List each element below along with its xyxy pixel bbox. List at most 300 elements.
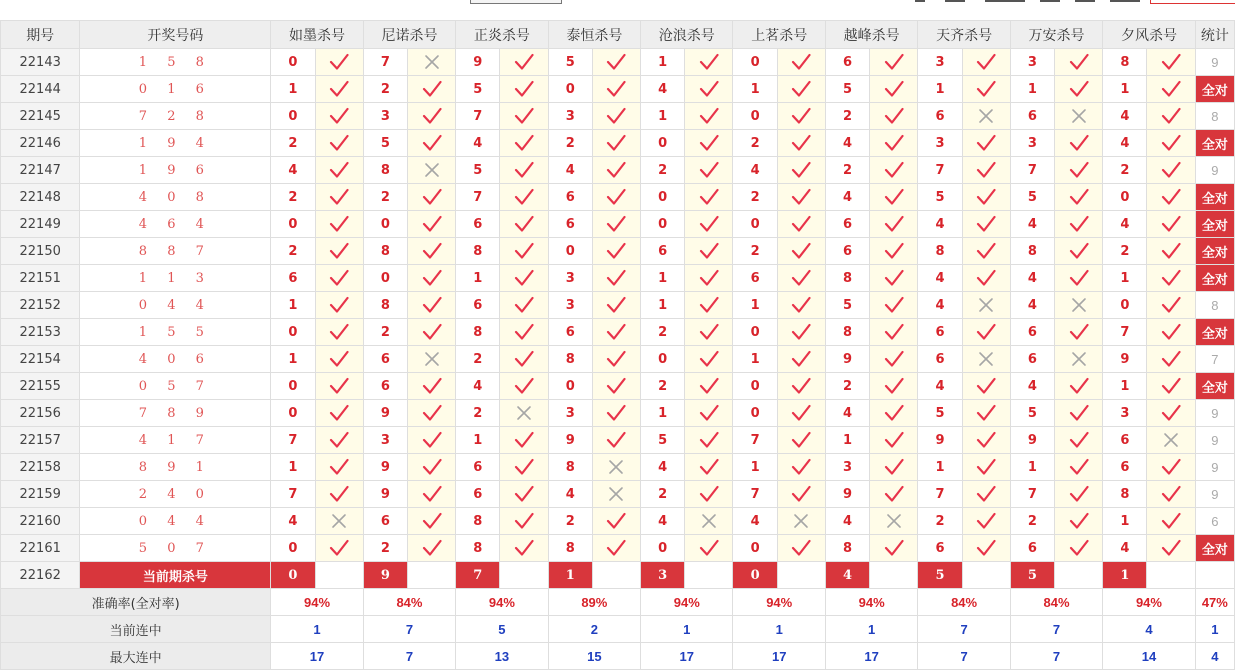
kill-number-cell: 4 [733, 157, 777, 184]
hit-check-icon [315, 319, 363, 346]
hit-check-icon [500, 508, 548, 535]
all-correct-badge: 全对 [1195, 265, 1234, 292]
max-streak-row-value: 13 [456, 643, 548, 670]
hit-check-icon [962, 76, 1010, 103]
hit-check-icon [1055, 265, 1103, 292]
issue-cell: 22156 [1, 400, 80, 427]
kill-number-cell: 9 [363, 454, 407, 481]
query-button[interactable] [1150, 0, 1235, 4]
hit-check-icon [870, 211, 918, 238]
kill-number-cell: 0 [1103, 292, 1147, 319]
hit-check-icon [870, 481, 918, 508]
hit-check-icon [592, 508, 640, 535]
hit-check-icon [685, 157, 733, 184]
issue-cell: 22161 [1, 535, 80, 562]
miss-cross-icon [870, 508, 918, 535]
kill-number-cell: 5 [918, 400, 962, 427]
kill-number-cell: 3 [1010, 49, 1054, 76]
kill-number-cell: 1 [1103, 508, 1147, 535]
kill-number-cell: 5 [825, 292, 869, 319]
issue-cell: 22145 [1, 103, 80, 130]
hit-check-icon [870, 373, 918, 400]
kill-number-cell: 7 [1010, 481, 1054, 508]
hit-check-icon [777, 130, 825, 157]
current-streak-row-total: 1 [1195, 616, 1234, 643]
current-streak-row [1, 616, 1235, 643]
all-correct-badge: 全对 [1195, 76, 1234, 103]
hit-check-icon [870, 427, 918, 454]
hit-check-icon [1055, 238, 1103, 265]
kill-number-cell: 1 [271, 292, 315, 319]
kill-number-cell: 0 [641, 535, 685, 562]
hit-check-icon [870, 184, 918, 211]
header-draw-numbers: 开奖号码 [80, 21, 271, 49]
kill-number-cell: 7 [733, 427, 777, 454]
kill-number-cell: 7 [918, 481, 962, 508]
kill-number-cell: 9 [918, 427, 962, 454]
hit-check-icon [1055, 508, 1103, 535]
kill-number-cell: 6 [1010, 319, 1054, 346]
header-stat: 统计 [1195, 21, 1234, 49]
max-streak-row-value: 14 [1103, 643, 1195, 670]
hit-check-icon [962, 157, 1010, 184]
hit-check-icon [592, 76, 640, 103]
kill-number-cell: 1 [733, 454, 777, 481]
current-issue-cell: 22162 [1, 562, 80, 589]
kill-number-cell: 1 [641, 292, 685, 319]
current-streak-row-value: 1 [825, 616, 917, 643]
kill-number-cell: 2 [641, 481, 685, 508]
toolbar-fragment [915, 0, 925, 2]
kill-number-cell: 1 [641, 103, 685, 130]
kill-number-cell: 6 [1010, 346, 1054, 373]
accuracy-row-value: 94% [733, 589, 825, 616]
current-period-row [1, 562, 1235, 589]
draw-numbers-cell: 0 4 4 [80, 292, 271, 319]
kill-number-cell: 9 [1010, 427, 1054, 454]
kill-number-cell: 6 [271, 265, 315, 292]
hit-check-icon [777, 103, 825, 130]
table-row [1, 103, 1235, 130]
hit-check-icon [592, 319, 640, 346]
accuracy-row-value: 84% [1010, 589, 1102, 616]
kill-number-cell: 7 [1103, 319, 1147, 346]
kill-number-cell: 8 [1010, 238, 1054, 265]
hit-check-icon [315, 481, 363, 508]
kill-number-cell: 9 [825, 346, 869, 373]
hit-check-icon [1147, 211, 1195, 238]
hit-count-cell: 7 [1195, 346, 1234, 373]
hit-check-icon [962, 427, 1010, 454]
issue-cell: 22154 [1, 346, 80, 373]
issue-cell: 22155 [1, 373, 80, 400]
kill-number-cell: 8 [363, 238, 407, 265]
kill-number-cell: 4 [641, 508, 685, 535]
current-kill-number: 0 [733, 562, 777, 589]
kill-number-cell: 6 [641, 238, 685, 265]
kill-number-cell: 8 [548, 454, 592, 481]
kill-number-cell: 2 [548, 130, 592, 157]
hit-check-icon [407, 400, 455, 427]
hit-check-icon [870, 400, 918, 427]
draw-numbers-cell: 4 0 6 [80, 346, 271, 373]
kill-number-cell: 2 [548, 508, 592, 535]
kill-number-cell: 8 [548, 346, 592, 373]
hit-check-icon [962, 508, 1010, 535]
hit-check-icon [1055, 454, 1103, 481]
kill-number-cell: 4 [1010, 265, 1054, 292]
kill-number-cell: 6 [1010, 103, 1054, 130]
kill-number-cell: 8 [456, 508, 500, 535]
kill-number-cell: 0 [733, 373, 777, 400]
hit-check-icon [407, 481, 455, 508]
hit-check-icon [315, 76, 363, 103]
hit-check-icon [870, 238, 918, 265]
header-expert: 泰恒杀号 [548, 21, 640, 49]
kill-number-cell: 2 [825, 103, 869, 130]
draw-numbers-cell: 4 1 7 [80, 427, 271, 454]
issue-cell: 22160 [1, 508, 80, 535]
hit-check-icon [500, 211, 548, 238]
current-streak-row-value: 1 [641, 616, 733, 643]
draw-numbers-cell: 1 5 8 [80, 49, 271, 76]
table-row [1, 481, 1235, 508]
kill-number-cell: 4 [918, 292, 962, 319]
hit-check-icon [315, 130, 363, 157]
issue-cell: 22150 [1, 238, 80, 265]
hit-check-icon [315, 400, 363, 427]
miss-cross-icon [685, 508, 733, 535]
kill-number-cell: 5 [641, 427, 685, 454]
current-streak-row-value: 7 [363, 616, 455, 643]
accuracy-row-total: 47% [1195, 589, 1234, 616]
max-streak-row-value: 7 [918, 643, 1010, 670]
miss-cross-icon [407, 346, 455, 373]
hit-check-icon [592, 157, 640, 184]
kill-number-cell: 3 [825, 454, 869, 481]
empty-cell [1147, 562, 1195, 589]
hit-check-icon [1147, 454, 1195, 481]
kill-number-cell: 4 [825, 400, 869, 427]
kill-number-cell: 1 [918, 76, 962, 103]
accuracy-row-value: 94% [1103, 589, 1195, 616]
hit-check-icon [1055, 427, 1103, 454]
kill-number-cell: 5 [548, 49, 592, 76]
all-correct-badge: 全对 [1195, 184, 1234, 211]
draw-numbers-cell: 1 9 6 [80, 157, 271, 184]
kill-number-cell: 4 [1103, 535, 1147, 562]
kill-number-cell: 9 [825, 481, 869, 508]
kill-number-cell: 4 [641, 454, 685, 481]
max-streak-row-value: 17 [825, 643, 917, 670]
hit-check-icon [1055, 535, 1103, 562]
kill-number-cell: 2 [641, 373, 685, 400]
draw-numbers-cell: 7 8 9 [80, 400, 271, 427]
miss-cross-icon [777, 508, 825, 535]
current-kill-number: 9 [363, 562, 407, 589]
kill-number-cell: 6 [918, 346, 962, 373]
hit-check-icon [685, 346, 733, 373]
hit-check-icon [500, 427, 548, 454]
kill-number-cell: 0 [733, 103, 777, 130]
empty-cell [962, 562, 1010, 589]
kill-number-cell: 4 [1010, 292, 1054, 319]
kill-number-table [0, 20, 1235, 670]
hit-check-icon [500, 238, 548, 265]
hit-check-icon [500, 346, 548, 373]
draw-numbers-cell: 0 1 6 [80, 76, 271, 103]
hit-check-icon [685, 130, 733, 157]
max-streak-row-label: 最大连中 [1, 643, 271, 670]
hit-check-icon [777, 265, 825, 292]
table-row [1, 130, 1235, 157]
kill-number-cell: 4 [918, 373, 962, 400]
kill-number-cell: 8 [548, 535, 592, 562]
kill-number-cell: 2 [641, 319, 685, 346]
kill-number-cell: 8 [363, 292, 407, 319]
kill-number-cell: 4 [271, 508, 315, 535]
hit-check-icon [962, 373, 1010, 400]
kill-number-cell: 1 [641, 49, 685, 76]
hit-check-icon [407, 184, 455, 211]
hit-check-icon [315, 211, 363, 238]
kill-number-cell: 1 [733, 292, 777, 319]
hit-check-icon [500, 76, 548, 103]
hit-count-cell: 9 [1195, 157, 1234, 184]
current-kill-number: 1 [1103, 562, 1147, 589]
max-streak-row-value: 17 [641, 643, 733, 670]
max-streak-row-value: 17 [271, 643, 363, 670]
hit-check-icon [1147, 265, 1195, 292]
hit-check-icon [315, 535, 363, 562]
hit-check-icon [407, 130, 455, 157]
kill-number-cell: 1 [641, 265, 685, 292]
kill-number-cell: 7 [918, 157, 962, 184]
kill-number-cell: 4 [1103, 130, 1147, 157]
kill-number-cell: 3 [548, 103, 592, 130]
all-correct-badge: 全对 [1195, 238, 1234, 265]
hit-check-icon [500, 454, 548, 481]
kill-number-cell: 2 [271, 130, 315, 157]
hit-check-icon [685, 238, 733, 265]
table-header-row [1, 21, 1235, 49]
hit-check-icon [315, 238, 363, 265]
current-kill-number: 3 [641, 562, 685, 589]
kill-number-cell: 2 [641, 157, 685, 184]
kill-number-cell: 2 [363, 535, 407, 562]
current-kill-number: 7 [456, 562, 500, 589]
kill-number-cell: 1 [1010, 454, 1054, 481]
hit-check-icon [777, 346, 825, 373]
hit-count-cell: 6 [1195, 508, 1234, 535]
kill-number-cell: 1 [271, 346, 315, 373]
hit-count-cell: 9 [1195, 400, 1234, 427]
hit-check-icon [777, 157, 825, 184]
kill-number-cell: 2 [733, 184, 777, 211]
hit-check-icon [962, 238, 1010, 265]
draw-numbers-cell: 1 1 3 [80, 265, 271, 292]
hit-check-icon [315, 49, 363, 76]
kill-number-cell: 8 [1103, 481, 1147, 508]
accuracy-row-label: 准确率(全对率) [1, 589, 271, 616]
kill-number-cell: 7 [456, 103, 500, 130]
hit-check-icon [962, 184, 1010, 211]
kill-number-cell: 6 [363, 346, 407, 373]
hit-check-icon [962, 49, 1010, 76]
header-expert: 如墨杀号 [271, 21, 363, 49]
kill-number-cell: 6 [548, 211, 592, 238]
hit-check-icon [1055, 319, 1103, 346]
hit-check-icon [777, 292, 825, 319]
issue-cell: 22147 [1, 157, 80, 184]
issue-cell: 22159 [1, 481, 80, 508]
accuracy-row-value: 94% [641, 589, 733, 616]
kill-number-cell: 4 [1103, 211, 1147, 238]
draw-numbers-cell: 4 6 4 [80, 211, 271, 238]
hit-check-icon [777, 454, 825, 481]
draw-numbers-cell: 1 9 4 [80, 130, 271, 157]
hit-check-icon [407, 454, 455, 481]
kill-number-cell: 3 [918, 130, 962, 157]
hit-check-icon [407, 508, 455, 535]
accuracy-row-value: 94% [825, 589, 917, 616]
header-expert: 沧浪杀号 [641, 21, 733, 49]
hit-check-icon [1147, 319, 1195, 346]
issue-cell: 22157 [1, 427, 80, 454]
period-select[interactable] [470, 0, 562, 4]
hit-check-icon [592, 535, 640, 562]
hit-check-icon [1147, 292, 1195, 319]
kill-number-cell: 8 [825, 319, 869, 346]
table-row [1, 49, 1235, 76]
current-streak-row-value: 4 [1103, 616, 1195, 643]
hit-count-cell: 9 [1195, 49, 1234, 76]
kill-number-cell: 0 [271, 535, 315, 562]
kill-number-cell: 1 [825, 427, 869, 454]
miss-cross-icon [407, 49, 455, 76]
hit-check-icon [592, 265, 640, 292]
current-streak-row-value: 7 [918, 616, 1010, 643]
kill-number-cell: 4 [1010, 373, 1054, 400]
header-expert: 夕风杀号 [1103, 21, 1195, 49]
kill-number-cell: 0 [641, 211, 685, 238]
hit-check-icon [407, 76, 455, 103]
hit-check-icon [407, 292, 455, 319]
kill-number-cell: 7 [1010, 157, 1054, 184]
hit-check-icon [1147, 400, 1195, 427]
hit-check-icon [315, 265, 363, 292]
kill-number-cell: 9 [456, 49, 500, 76]
empty-cell [777, 562, 825, 589]
kill-number-cell: 0 [271, 319, 315, 346]
draw-numbers-cell: 5 0 7 [80, 535, 271, 562]
toolbar-fragment [1110, 0, 1140, 2]
hit-check-icon [407, 427, 455, 454]
hit-check-icon [777, 49, 825, 76]
hit-check-icon [1055, 211, 1103, 238]
kill-number-cell: 1 [1103, 76, 1147, 103]
accuracy-row [1, 589, 1235, 616]
accuracy-row-value: 84% [918, 589, 1010, 616]
hit-check-icon [1147, 535, 1195, 562]
kill-number-cell: 1 [641, 400, 685, 427]
kill-number-cell: 4 [271, 157, 315, 184]
hit-check-icon [777, 184, 825, 211]
kill-number-cell: 1 [733, 346, 777, 373]
kill-number-cell: 2 [825, 157, 869, 184]
empty-cell [592, 562, 640, 589]
kill-number-cell: 1 [918, 454, 962, 481]
table-row [1, 211, 1235, 238]
hit-check-icon [1147, 49, 1195, 76]
hit-check-icon [592, 427, 640, 454]
hit-check-icon [685, 481, 733, 508]
hit-check-icon [592, 211, 640, 238]
current-kill-number: 5 [918, 562, 962, 589]
issue-cell: 22143 [1, 49, 80, 76]
accuracy-row-value: 84% [363, 589, 455, 616]
draw-numbers-cell: 4 0 8 [80, 184, 271, 211]
kill-number-cell: 4 [1010, 211, 1054, 238]
draw-numbers-cell: 0 4 4 [80, 508, 271, 535]
hit-check-icon [592, 400, 640, 427]
hit-check-icon [685, 184, 733, 211]
kill-number-cell: 2 [733, 130, 777, 157]
draw-numbers-cell: 2 4 0 [80, 481, 271, 508]
miss-cross-icon [1055, 346, 1103, 373]
hit-check-icon [1147, 508, 1195, 535]
hit-check-icon [870, 103, 918, 130]
kill-number-cell: 2 [456, 400, 500, 427]
hit-check-icon [1147, 373, 1195, 400]
kill-number-cell: 4 [918, 265, 962, 292]
draw-numbers-cell: 8 8 7 [80, 238, 271, 265]
hit-check-icon [685, 373, 733, 400]
miss-cross-icon [500, 400, 548, 427]
kill-number-cell: 7 [363, 49, 407, 76]
hit-check-icon [777, 400, 825, 427]
hit-check-icon [777, 535, 825, 562]
hit-check-icon [685, 427, 733, 454]
kill-number-cell: 9 [548, 427, 592, 454]
hit-check-icon [870, 130, 918, 157]
hit-count-cell: 8 [1195, 103, 1234, 130]
hit-check-icon [500, 373, 548, 400]
kill-number-cell: 4 [825, 184, 869, 211]
header-expert: 尼诺杀号 [363, 21, 455, 49]
all-correct-badge: 全对 [1195, 373, 1234, 400]
hit-check-icon [407, 103, 455, 130]
hit-check-icon [870, 319, 918, 346]
miss-cross-icon [592, 481, 640, 508]
kill-number-cell: 9 [363, 400, 407, 427]
current-streak-row-value: 7 [1010, 616, 1102, 643]
hit-check-icon [962, 211, 1010, 238]
empty-cell [1195, 562, 1234, 589]
table-row [1, 346, 1235, 373]
hit-check-icon [315, 454, 363, 481]
draw-numbers-cell: 0 5 7 [80, 373, 271, 400]
kill-number-cell: 5 [363, 130, 407, 157]
hit-check-icon [870, 265, 918, 292]
hit-check-icon [500, 265, 548, 292]
hit-check-icon [592, 49, 640, 76]
hit-check-icon [962, 535, 1010, 562]
kill-number-cell: 6 [548, 184, 592, 211]
max-streak-row-value: 7 [1010, 643, 1102, 670]
kill-number-cell: 8 [825, 535, 869, 562]
kill-number-cell: 6 [918, 319, 962, 346]
